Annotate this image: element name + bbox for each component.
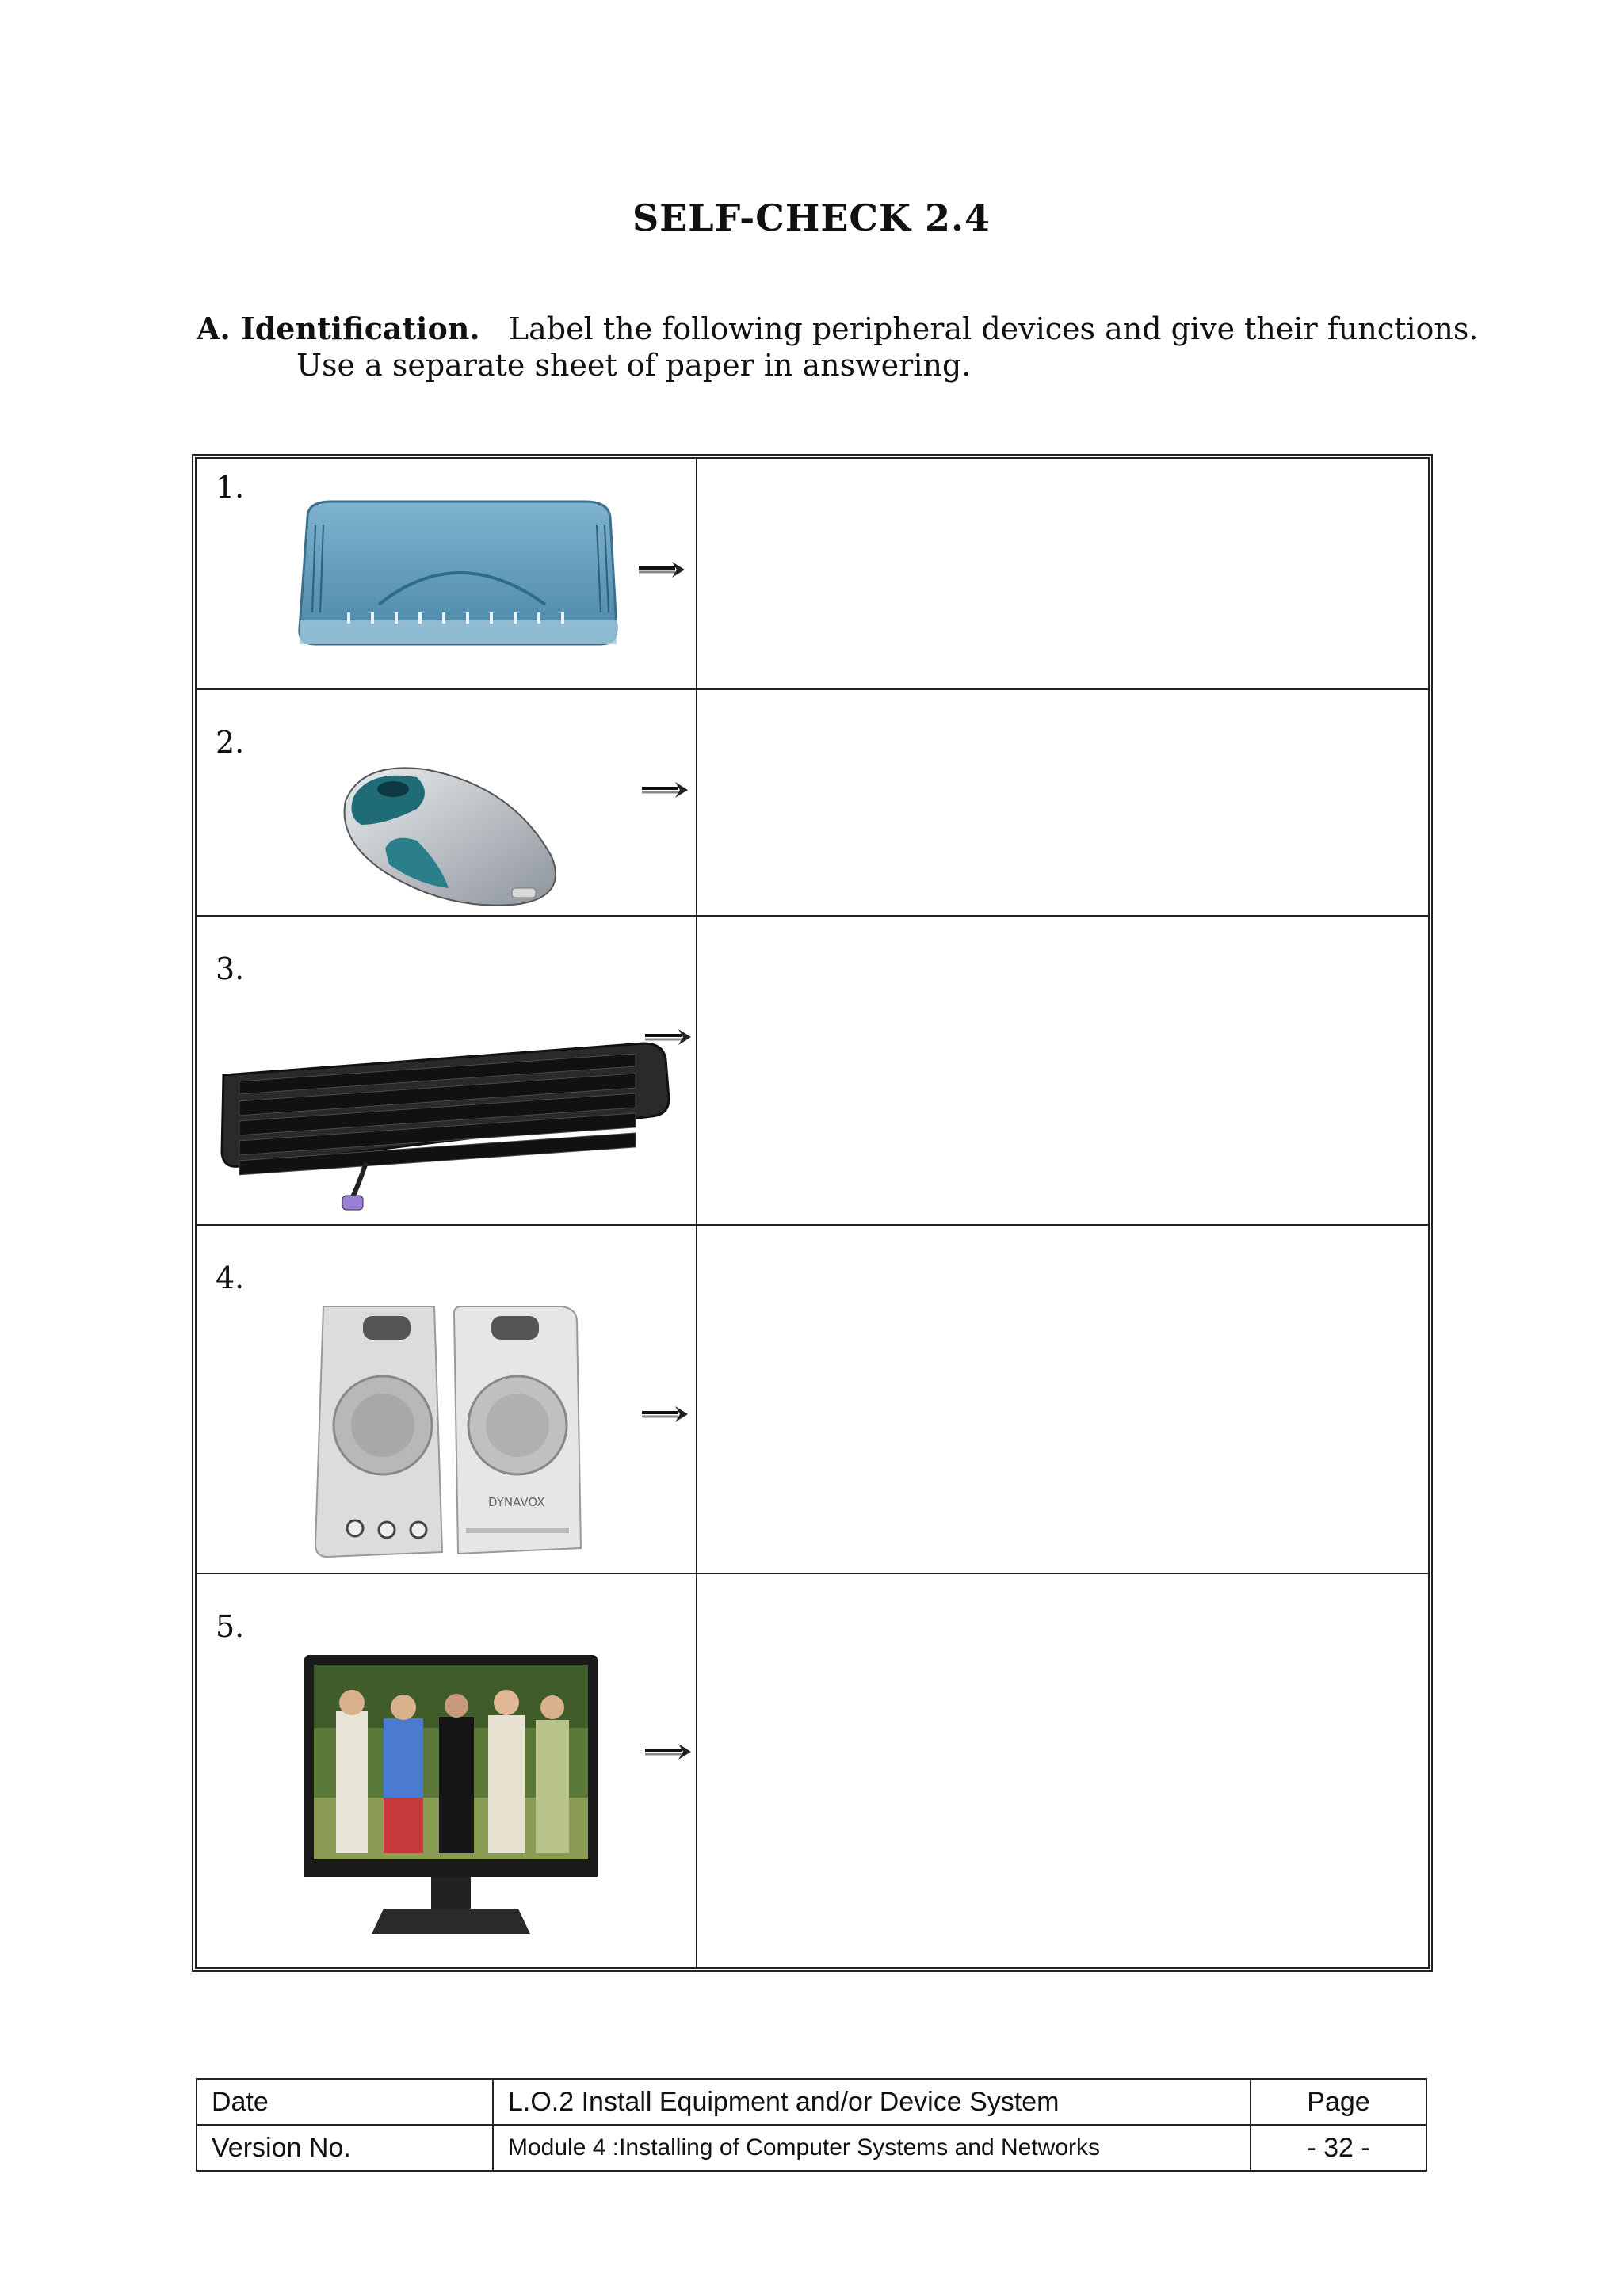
- table-row: [197, 1574, 1428, 1967]
- image-cell: [197, 1226, 697, 1573]
- image-cell: [197, 917, 697, 1224]
- page-number: - 32 -: [1251, 2125, 1426, 2171]
- instructions: [197, 311, 1496, 383]
- arrow-icon: [645, 1028, 693, 1047]
- arrow-icon: [642, 780, 689, 799]
- module-title: Module 4 :Installing of Computer Systems and Networks: [493, 2125, 1251, 2171]
- page-title: SELF-CHECK 2.4: [632, 196, 991, 239]
- table-row: [197, 690, 1428, 917]
- version-label: Version No.: [197, 2125, 493, 2171]
- lo-title: L.O.2 Install Equipment and/or Device System: [493, 2079, 1251, 2125]
- table-row: [197, 1226, 1428, 1574]
- speaker-brand: DYNAVOX: [488, 1495, 545, 1509]
- table-row: [197, 459, 1428, 690]
- page-label: Page: [1251, 2079, 1426, 2125]
- monitor-image: [304, 1655, 605, 1937]
- item-number: 4.: [216, 1261, 245, 1295]
- arrow-icon: [642, 1405, 689, 1424]
- keyboard-image: [216, 1028, 675, 1218]
- item-number: 5.: [216, 1609, 245, 1644]
- arrow-icon: [639, 560, 686, 579]
- computer-mouse-image: [330, 753, 567, 912]
- arrow-icon: [645, 1742, 693, 1761]
- identification-table: [192, 454, 1433, 1972]
- table-row: [197, 917, 1428, 1226]
- image-cell: [197, 1574, 697, 1967]
- instruction-line-1: Label the following peripheral devices and give their functions.: [508, 311, 1479, 346]
- item-number: 1.: [216, 470, 245, 505]
- modem-router-image: [284, 494, 632, 660]
- footer-table: [196, 2078, 1427, 2172]
- image-cell: [197, 690, 697, 915]
- section-label: A. Identification.: [197, 311, 480, 346]
- instruction-line-2: Use a separate sheet of paper in answering.: [296, 348, 972, 383]
- footer-row-2: [197, 2125, 1426, 2171]
- item-number: 2.: [216, 725, 245, 760]
- image-cell: [197, 459, 697, 688]
- item-number: 3.: [216, 952, 245, 986]
- date-label: Date: [197, 2079, 493, 2125]
- speakers-image: [307, 1299, 593, 1565]
- footer-row-1: [197, 2079, 1426, 2125]
